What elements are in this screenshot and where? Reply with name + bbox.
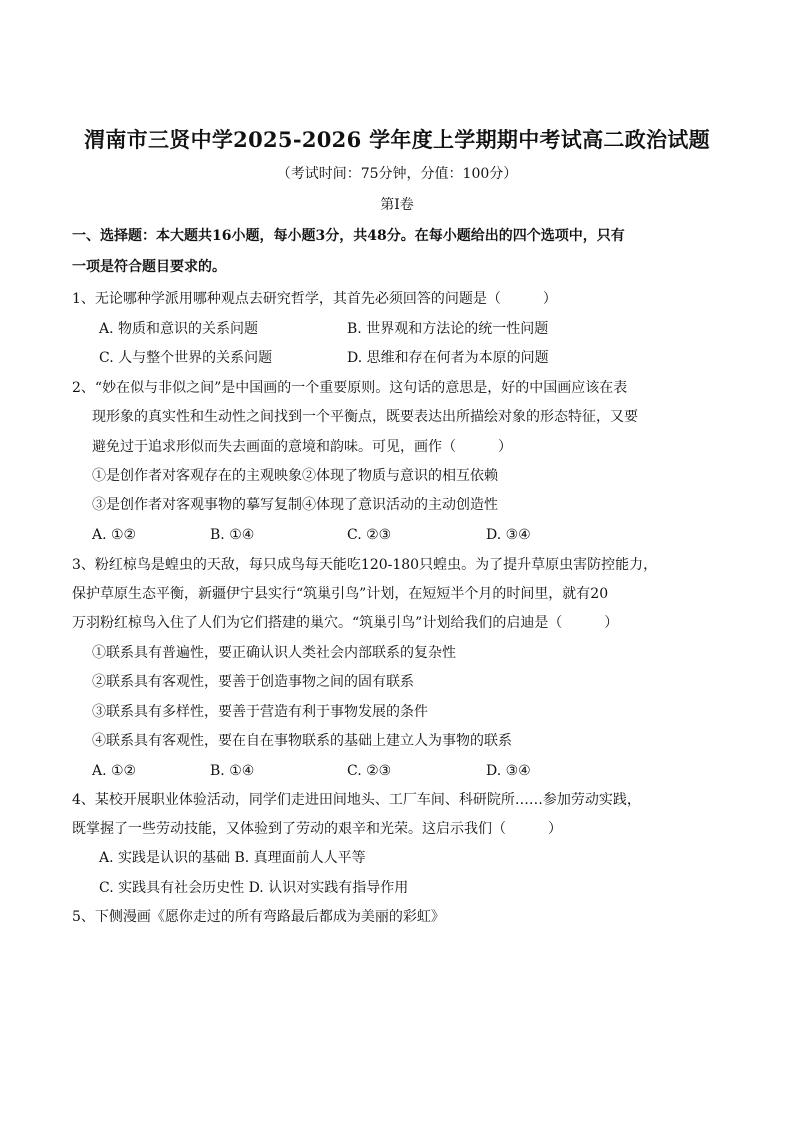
question-2-option-a: A. ①② [92, 527, 137, 543]
question-2-statement-2: ③是创作者对客观事物的摹写复制④体现了意识活动的主动创造性 [92, 497, 498, 513]
question-4-stem-line-1: 4、某校开展职业体验活动，同学们走进田间地头、工厂车间、科研院所……参加劳动实践， [72, 792, 641, 808]
volume-label: 第Ⅰ卷 [380, 197, 414, 213]
question-3-option-b: B. ①④ [210, 763, 255, 779]
question-3-statement-1: ①联系具有普遍性，要正确认识人类社会内部联系的复杂性 [92, 645, 456, 661]
question-4-options-line-1: A. 实践是认识的基础 B. 真理面前人人平等 [99, 850, 366, 866]
question-3-stem-line-2: 保护草原生态平衡，新疆伊宁县实行“筑巢引鸟”计划，在短短半个月的时间里，就有20 [72, 586, 609, 602]
section-instruction-line-1: 一、选择题：本大题共16小题，每小题3分，共48分。在每小题给出的四个选项中，只有 [72, 228, 625, 244]
exam-info: （考试时间：75分钟，分值：100分） [276, 166, 518, 182]
question-1-option-c: C. 人与整个世界的关系问题 [99, 350, 273, 366]
question-2-option-c: C. ②③ [347, 527, 392, 543]
question-2-statement-1: ①是创作者对客观存在的主观映象②体现了物质与意识的相互依赖 [92, 468, 498, 484]
question-2-stem-line-3: 避免过于追求形似而失去画面的意境和韵味。可见，画作（ ） [92, 439, 512, 455]
question-4-options-line-2: C. 实践具有社会历史性 D. 认识对实践有指导作用 [99, 880, 409, 896]
question-3-stem-line-1: 3、粉红椋鸟是蝗虫的天敌，每只成鸟每天能吃120-180只蝗虫。为了提升草原虫害防控能力， [72, 557, 658, 573]
question-3-option-d: D. ③④ [486, 763, 531, 779]
page-title: 渭南市三贤中学2025-2026 学年度上学期期中考试高二政治试题 [84, 127, 710, 152]
question-3-statement-3: ③联系具有多样性，要善于营造有利于事物发展的条件 [92, 704, 428, 720]
question-2-stem-line-2: 现形象的真实性和生动性之间找到一个平衡点，既要表达出所描绘对象的形态特征，又要 [92, 409, 638, 425]
question-3-statement-4: ④联系具有客观性，要在自在事物联系的基础上建立人为事物的联系 [92, 733, 512, 749]
question-3-option-a: A. ①② [92, 763, 137, 779]
question-3-stem-line-3: 万羽粉红椋鸟入住了人们为它们搭建的巢穴。“筑巢引鸟”计划给我们的启迪是（ ） [72, 615, 619, 631]
question-2-option-b: B. ①④ [210, 527, 255, 543]
question-1-option-d: D. 思维和存在何者为本原的问题 [347, 350, 549, 366]
question-3-statement-2: ②联系具有客观性，要善于创造事物之间的固有联系 [92, 674, 414, 690]
question-2-stem-line-1: 2、“妙在似与非似之间”是中国画的一个重要原则。这句话的意思是，好的中国画应该在表 [72, 380, 628, 396]
question-3-option-c: C. ②③ [347, 763, 392, 779]
question-4-stem-line-2: 既掌握了一些劳动技能，又体验到了劳动的艰辛和光荣。这启示我们（ ） [72, 821, 562, 837]
question-5-stem: 5、下侧漫画《愿你走过的所有弯路最后都成为美丽的彩虹》 [72, 909, 445, 925]
section-instruction-line-2: 一项是符合题目要求的。 [72, 259, 226, 275]
question-1-stem: 1、无论哪种学派用哪种观点去研究哲学，其首先必须回答的问题是（ ） [72, 291, 557, 307]
question-2-option-d: D. ③④ [486, 527, 531, 543]
question-1-option-a: A. 物质和意识的关系问题 [99, 321, 259, 337]
question-1-option-b: B. 世界观和方法论的统一性问题 [347, 321, 549, 337]
